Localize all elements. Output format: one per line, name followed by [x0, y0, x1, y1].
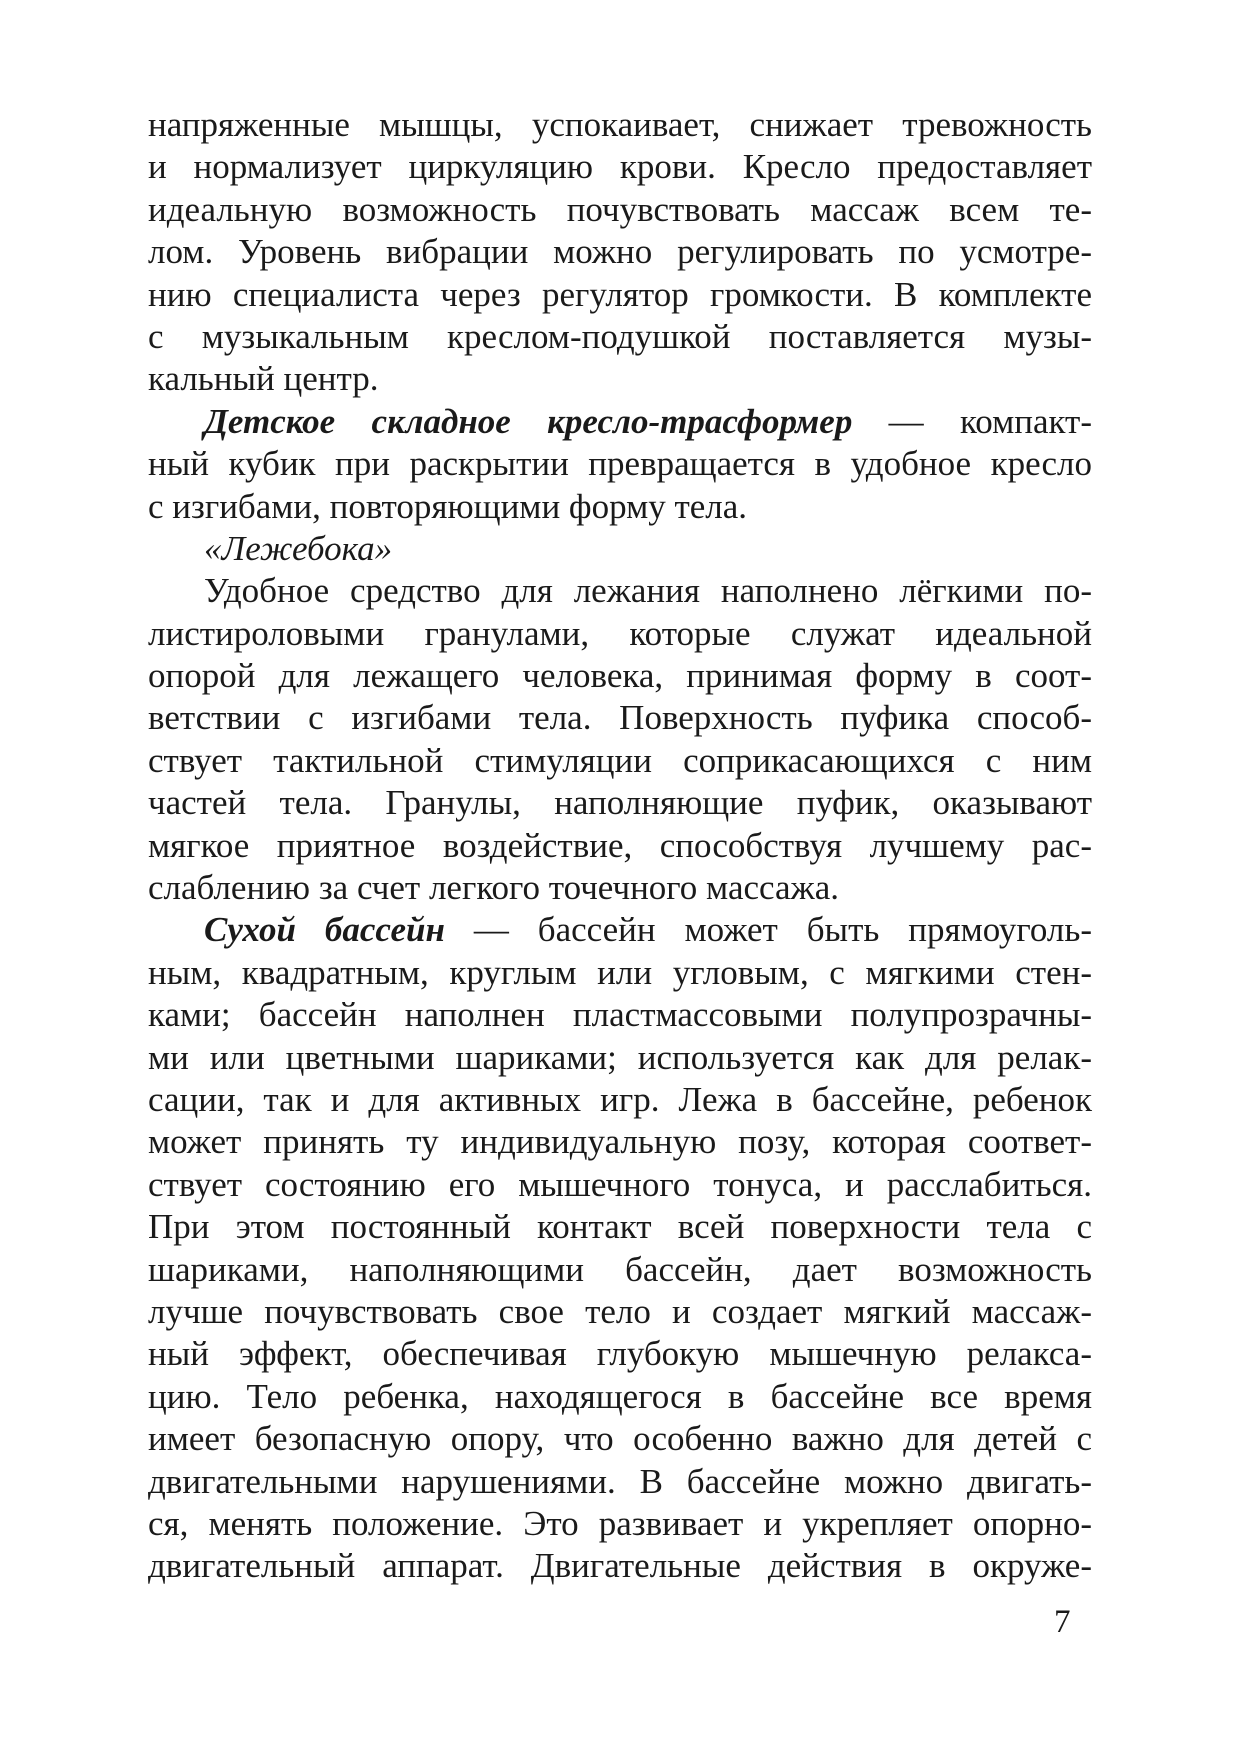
text-line: ми или цветными шариками; используется как для релак- — [148, 1037, 1092, 1077]
text-line: цию. Тело ребенка, находящегося в бассейне все время — [148, 1376, 1092, 1416]
page-body — [148, 104, 1092, 1588]
text-line: ветствии с изгибами тела. Поверхность пуфика способ- — [148, 698, 1092, 738]
text-line: имеет безопасную опору, что особенно важно для детей с — [148, 1419, 1092, 1459]
text-fragment: — компакт- — [852, 401, 1092, 441]
text-line: нию специалиста через регулятор громкости. В комплекте — [148, 274, 1092, 314]
text-line: идеальную возможность почувствовать массаж всем те- — [148, 189, 1092, 229]
subheading-lezheboka — [148, 528, 1092, 570]
text-line: ным, квадратным, круглым или угловым, с мягкими стен- — [148, 952, 1092, 992]
text-line: частей тела. Гранулы, наполняющие пуфик, оказывают — [148, 783, 1092, 823]
text-line: кальный центр. — [148, 359, 379, 399]
text-line — [148, 401, 1092, 443]
text-line: Удобное средство для лежания наполнено лёгкими по- — [204, 571, 1092, 611]
paragraph-music-chair — [148, 104, 1092, 401]
paragraph-lezheboka — [148, 570, 1092, 909]
text-line: опорой для лежащего человека, принимая форму в соот- — [148, 656, 1092, 696]
text-line: сации, так и для активных игр. Лежа в бассейне, ребенок — [148, 1079, 1092, 1119]
text-line: может принять ту индивидуальную позу, которая соответ- — [148, 1122, 1092, 1162]
text-line: и нормализует циркуляцию крови. Кресло предоставляет — [148, 147, 1092, 187]
text-line: При этом постоянный контакт всей поверхности тела с — [148, 1207, 1092, 1247]
text-line: ный эффект, обеспечивая глубокую мышечную релакса- — [148, 1334, 1092, 1374]
paragraph-transformer-chair — [148, 401, 1092, 528]
text-line: двигательными нарушениями. В бассейне можно двигать- — [148, 1461, 1092, 1501]
text-line: ся, менять положение. Это развивает и укрепляет опорно- — [148, 1503, 1092, 1543]
text-line: напряженные мышцы, успокаивает, снижает тревожность — [148, 105, 1092, 144]
text-line: лучше почувствовать свое тело и создает мягкий массаж- — [148, 1291, 1092, 1331]
text-line — [148, 909, 1092, 951]
text-line: ками; бассейн наполнен пластмассовыми полупрозрачны- — [148, 995, 1092, 1035]
page-number: 7 — [1054, 1604, 1071, 1640]
text-line: лом. Уровень вибрации можно регулировать по усмотре- — [148, 232, 1092, 272]
text-line: мягкое приятное воздействие, способствуя лучшему рас- — [148, 825, 1092, 865]
text-line: с изгибами, повторяющими форму тела. — [148, 486, 748, 526]
text-line: листироловыми гранулами, которые служат идеальной — [148, 613, 1092, 653]
text-line: двигательный аппарат. Двигательные действия в окруже- — [148, 1546, 1092, 1586]
text-line: ствует состоянию его мышечного тонуса, и расслабиться. — [148, 1164, 1092, 1204]
text-line: ный кубик при раскрытии превращается в удобное кресло — [148, 444, 1092, 484]
text-line: ствует тактильной стимуляции соприкасающихся с ним — [148, 740, 1092, 780]
term-dry-pool: Сухой бассейн — [204, 910, 445, 950]
text-line: шариками, наполняющими бассейн, дает возможность — [148, 1249, 1092, 1289]
text-line: с музыкальным креслом-подушкой поставляется музы- — [148, 316, 1092, 356]
text-fragment: — бассейн может быть прямоуголь- — [444, 910, 1092, 950]
text-line: слаблению за счет легкого точечного массажа. — [148, 868, 839, 908]
paragraph-dry-pool — [148, 909, 1092, 1587]
subheading-text: «Лежебока» — [204, 528, 393, 568]
term-transformer-chair: Детское складное кресло-трасформер — [204, 401, 853, 441]
